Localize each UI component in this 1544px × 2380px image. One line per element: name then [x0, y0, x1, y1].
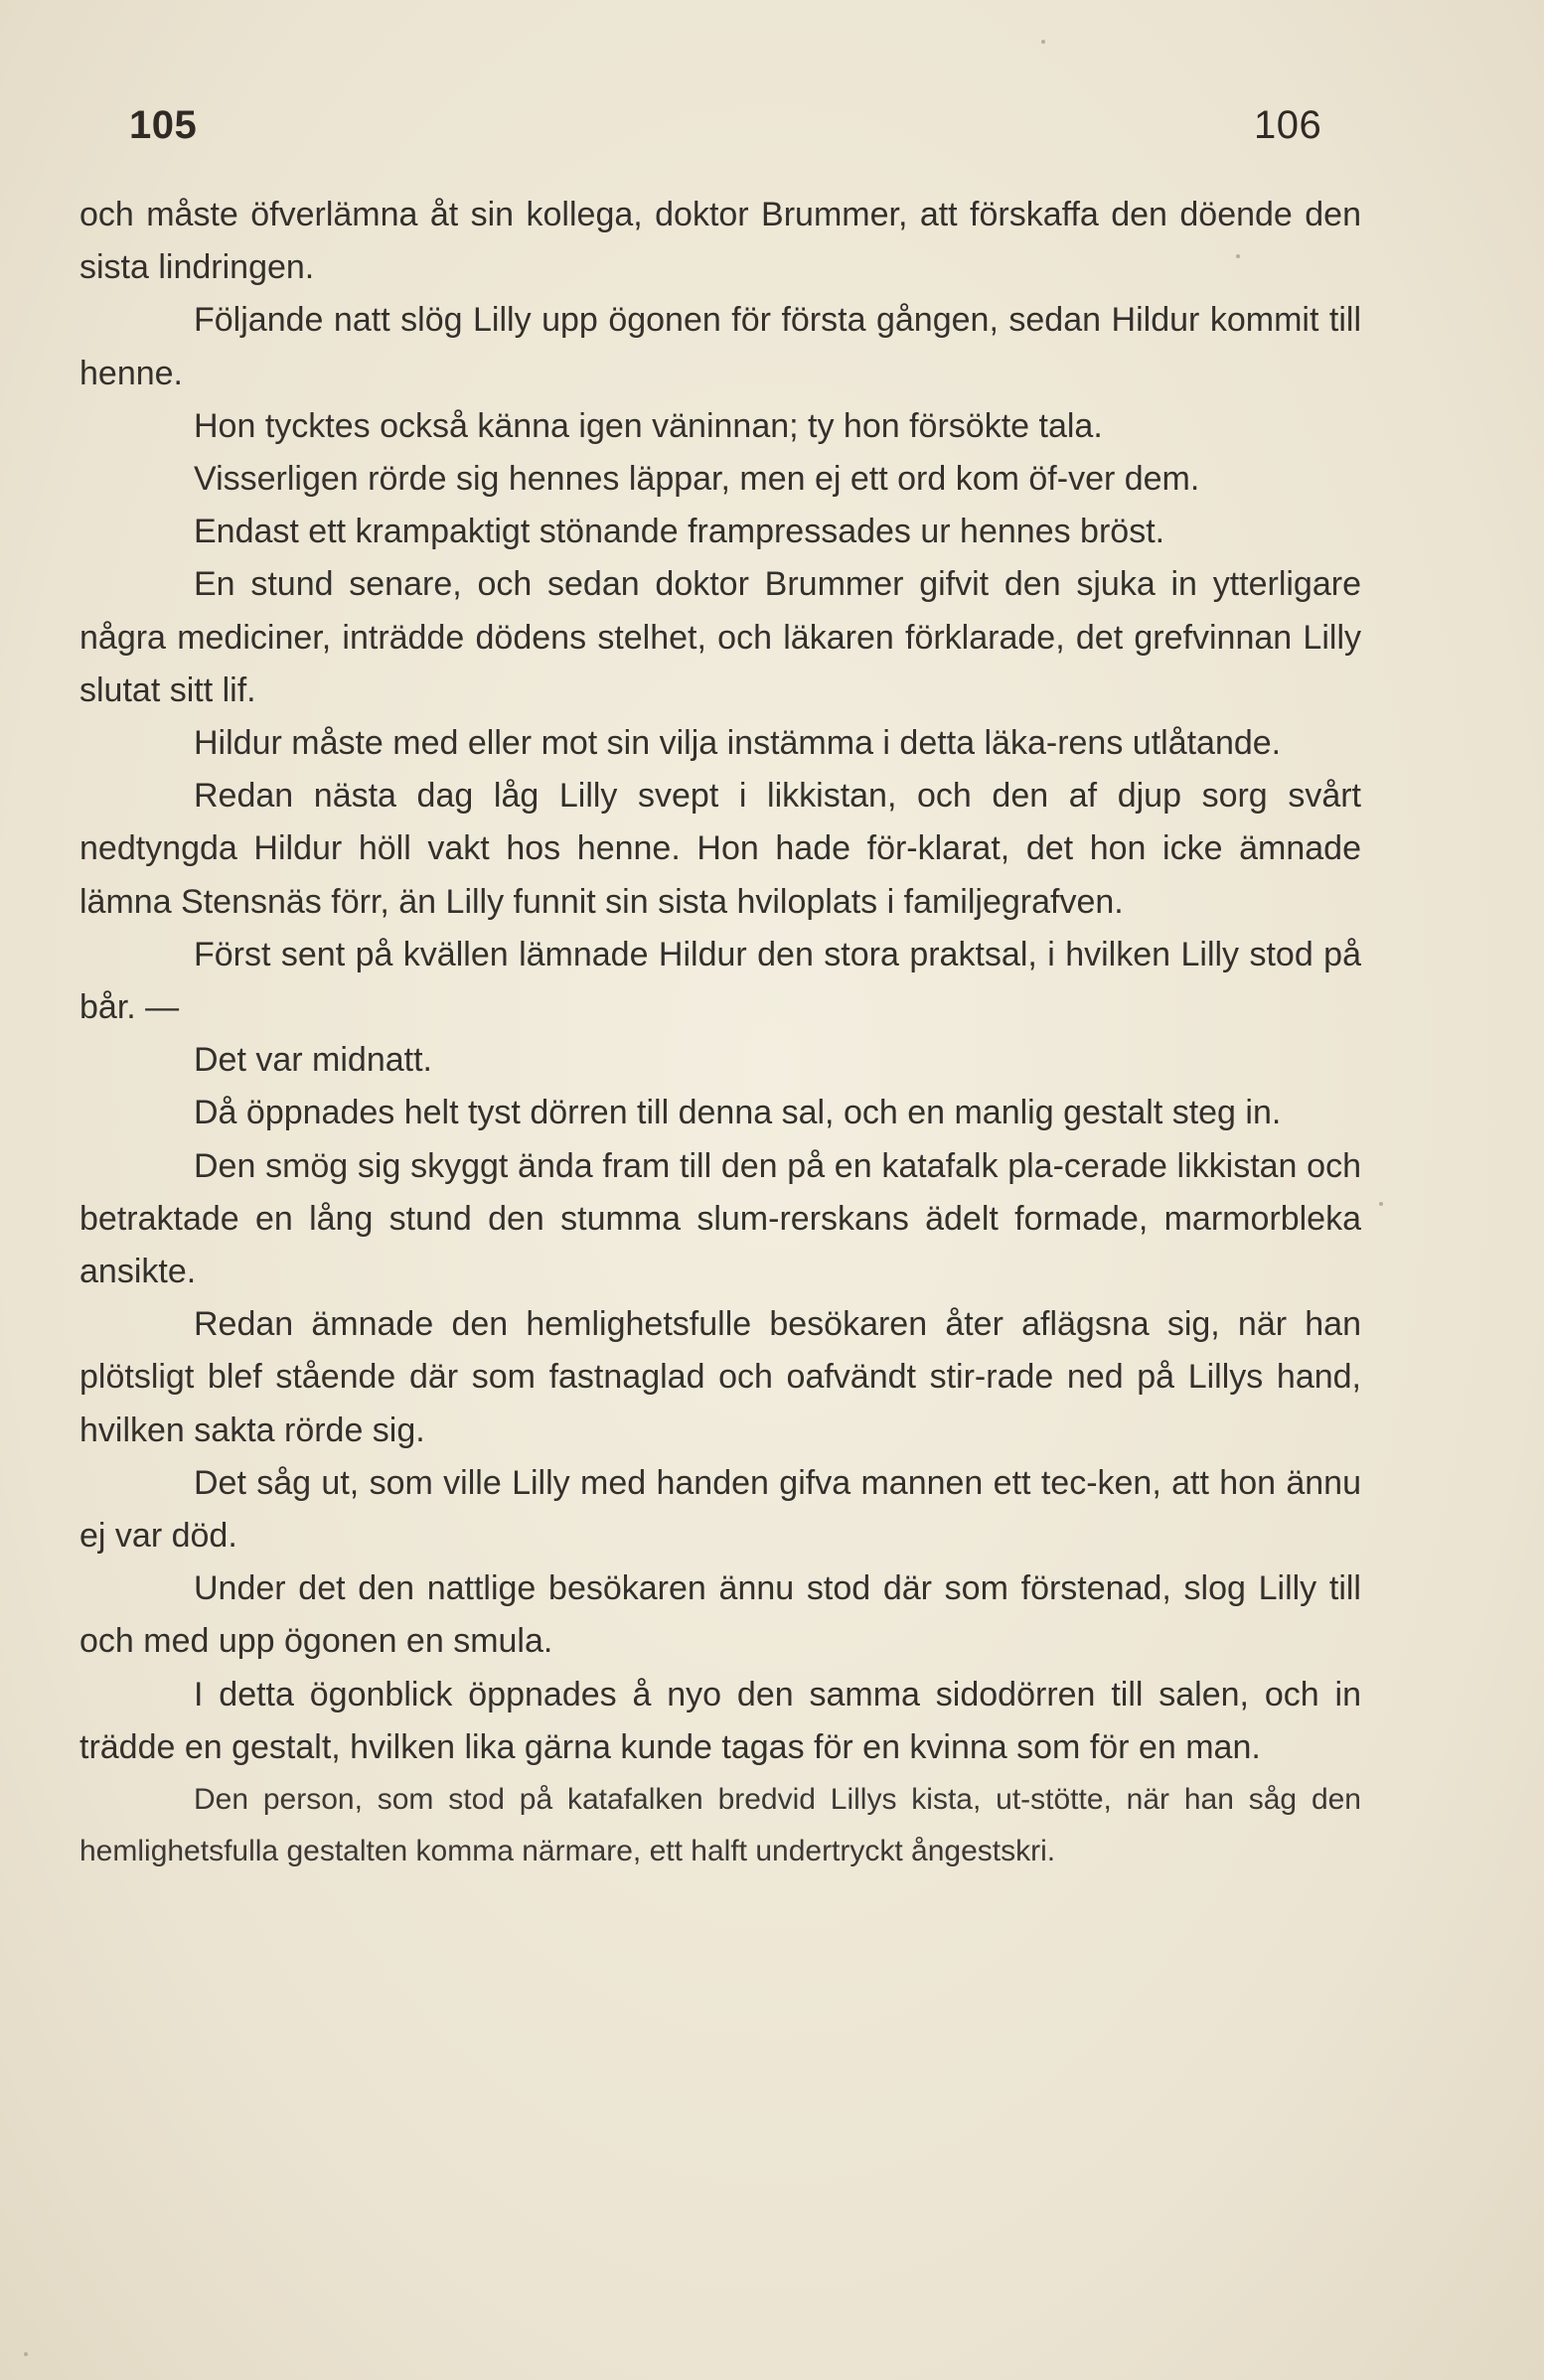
- paper-speck: [24, 2352, 28, 2356]
- paper-speck: [1379, 1202, 1383, 1206]
- paragraph-9: Först sent på kvällen lämnade Hildur den stora praktsal, i hvilken Lilly stod på bår. —: [79, 935, 1361, 1027]
- paragraph-5: Endast ett krampaktigt stönande frampressades ur hennes bröst.: [194, 513, 1165, 551]
- paragraph-16: I detta ögonblick öppnades å nyo den samma sidodörren till salen, och in trädde en gestalt, hvilken lika gärna kunde tagas för en kvinna som för en man.: [79, 1675, 1361, 1766]
- paragraph-2: Följande natt slög Lilly upp ögonen för första gången, sedan Hildur kommit till henne.: [79, 301, 1361, 392]
- page-number-right: 106: [1254, 103, 1322, 147]
- paragraph-13: Redan ämnade den hemlighetsfulle besökaren åter aflägsna sig, när han plötsligt blef stående där som fastnaglad och oafvändt stir-rade ned på Lillys hand, hvilken sakta rörde sig.: [79, 1305, 1361, 1449]
- paragraph-4: Visserligen rörde sig hennes läppar, men ej ett ord kom öf-ver dem.: [194, 460, 1200, 499]
- paragraph-8: Redan nästa dag låg Lilly svept i likkistan, och den af djup sorg svårt nedtyngda Hildur höll vakt hos henne. Hon hade för-klarat, det hon icke ämnade lämna Stensnäs förr, än Lilly funnit sin sista hviloplats i familjegrafven.: [79, 777, 1361, 921]
- paragraph-3: Hon tycktes också känna igen väninnan; ty hon försökte tala.: [194, 406, 1103, 445]
- page-text: [79, 189, 1361, 1877]
- paragraph-14: Det såg ut, som ville Lilly med handen gifva mannen ett tec-ken, att hon ännu ej var död.: [79, 1463, 1361, 1556]
- paragraph-6: En stund senare, och sedan doktor Brummer gifvit den sjuka in ytterligare några mediciner, inträdde dödens stelhet, och läkaren förklarade, det grefvinnan Lilly slutat sitt lif.: [79, 565, 1361, 709]
- paragraph-7: Hildur måste med eller mot sin vilja instämma i detta läka-rens utlåtande.: [194, 724, 1282, 763]
- paragraph-11: Då öppnades helt tyst dörren till denna sal, och en manlig gestalt steg in.: [194, 1094, 1282, 1132]
- paragraph-1: och måste öfverlämna åt sin kollega, doktor Brummer, att förskaffa den döende den sista lindringen.: [79, 196, 1361, 287]
- paragraph-10: Det var midnatt.: [194, 1041, 432, 1080]
- paper-speck: [1041, 40, 1045, 44]
- page-number-left: 105: [129, 103, 198, 147]
- paragraph-17: Den person, som stod på katafalken bredvid Lillys kista, ut-stötte, när han såg den hemlighetsfulla gestalten komma närmare, ett halft undertryckt ångestskri.: [79, 1783, 1361, 1868]
- paragraph-15: Under det den nattlige besökaren ännu stod där som förstenad, slog Lilly till och med upp ögonen en smula.: [79, 1569, 1361, 1661]
- paragraph-12: Den smög sig skyggt ända fram till den på en katafalk pla-cerade likkistan och betraktade en lång stund den stumma slum-rerskans ädelt formade, marmorbleka ansikte.: [79, 1146, 1361, 1291]
